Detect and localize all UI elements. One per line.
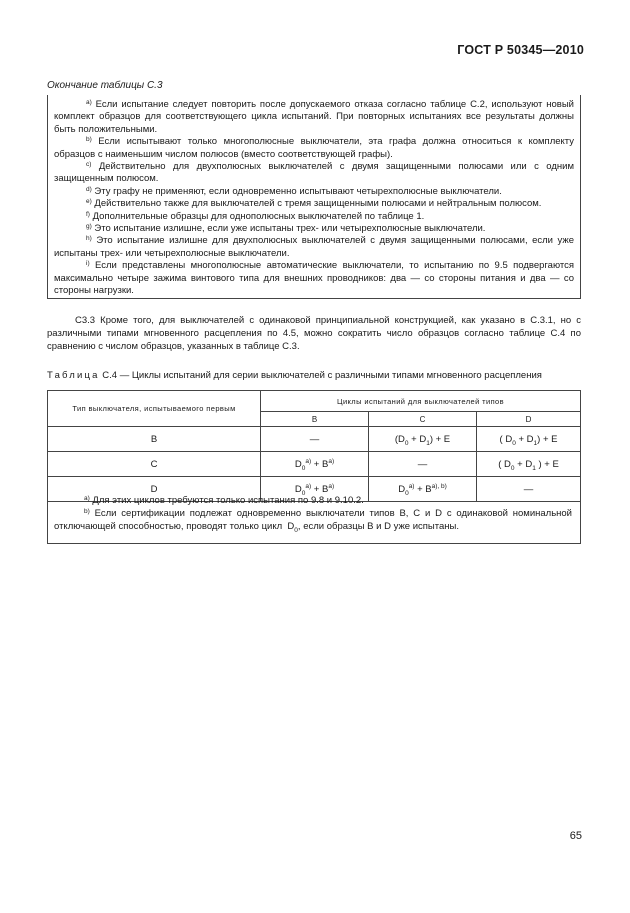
table-row [48, 427, 581, 452]
table-c4 [47, 390, 581, 502]
paragraph-text: Кроме того, для выключателей с одинаковой принципиальной конструкцией, как указано в С.3.1, но с различными типами мгновенного расцепления по 4.5, можно сократить число образцов согласно таблице С.4 по сравнению с числом образцов, указанных в таблице С.3. [47, 315, 582, 352]
table-footnote-b: $^{b)}$ Если сертификации подлежат одновременно выключатели типов B, C и D с одинаковой номинальной отключающей способностью, проводят только цикл $D_0$, если образцы B и D уже испытаны. [54, 508, 572, 534]
table-note: $^{e)}$ Действительно также для выключателей с тремя защищенными полюсами и нейтральным полюсом. [86, 198, 542, 210]
table-cell: $D_0^{a)} + B^{a)}$ [261, 477, 369, 502]
table-cell: $D_0^{a)} + B^{a)}$ [261, 452, 369, 477]
paragraph-number: С3.3 [75, 315, 96, 326]
table-notes [54, 99, 574, 298]
col-group-header: Циклы испытаний для выключателей типов [261, 391, 581, 412]
table-c4-frame [47, 390, 581, 544]
table-footnotes [54, 494, 572, 533]
row-label: D [48, 477, 261, 502]
row-label: B [48, 427, 261, 452]
table-continuation-label: Окончание таблицы С.3 [47, 80, 163, 91]
table-row [48, 452, 581, 477]
row-label: C [48, 452, 261, 477]
table-caption-text: С.4 — Циклы испытаний для серии выключателей с различными типами мгновенного расцепления [102, 370, 542, 381]
table-note: $^{d)}$ Эту графу не применяют, если одновременно испытывают четырехполюсные выключатели. [86, 185, 502, 197]
table-note: $^{g)}$ Это испытание излишне, если уже испытаны трех- или четырехполюсные выключатели. [86, 223, 486, 235]
table-cell: — [477, 477, 581, 502]
col-header-first-tested: Тип выключателя, испытываемого первым [48, 391, 261, 427]
page-number: 65 [569, 830, 582, 842]
table-notes-box [47, 95, 581, 299]
table-note: $^{h)}$ Это испытание излишне для двухполюсных выключателей с двумя защищенными полюсами, если уже испытаны трех- или четырехполюсные выключатели. [54, 235, 575, 259]
col-header-d: D [477, 412, 581, 427]
table-cell: ( $D_0 + D_1$ ) + E [477, 452, 581, 477]
document-code: ГОСТ Р 50345—2010 [457, 43, 584, 57]
table-cell: ( $D_0 + D_1) + E$ [477, 427, 581, 452]
table-cell: $D_0^{a)} + B^{a), b)}$ [369, 477, 477, 502]
table-caption-prefix: Таблица [47, 370, 100, 381]
table-footnote-a: $^{a)}$ Для этих циклов требуются только испытания по 9.8 и 9.10.2. [84, 495, 364, 506]
table-note: $^{f)}$ Дополнительные образцы для однополюсных выключателей по таблице 1. [86, 210, 425, 222]
table-note: $^{i)}$ Если представлены многополюсные автоматические выключатели, то испытанию по 9.5 подвергаются максимально четыре зажима винтового типа для внешних проводников: два — со стороны питания и два — со стороны нагрузки. [54, 260, 574, 297]
col-header-c: C [369, 412, 477, 427]
table-note: $^{a)}$ Если испытание следует повторить после допускаемого отказа согласно таблице С.2, используют новый комплект образцов для соответствующего цикла испытаний. При повторных испытаниях все результаты должны быть положительными. [54, 99, 574, 135]
table-note: $^{c)}$ Действительно для двухполюсных выключателей с двумя защищенными полюсами или с одним защищенным полюсом. [54, 161, 574, 185]
paragraph-c33 [47, 314, 581, 353]
table-note: $^{b)}$ Если испытывают только многополюсные выключатели, эта графа должна относиться к комплекту образцов с наименьшим числом полюсов (вместо соответствующей графы). [54, 136, 575, 160]
table-cell: — [261, 427, 369, 452]
table-cell: $(D_0 + D_1) + E$ [369, 427, 477, 452]
table-caption [47, 370, 587, 381]
col-header-b: B [261, 412, 369, 427]
table-cell: — [369, 452, 477, 477]
